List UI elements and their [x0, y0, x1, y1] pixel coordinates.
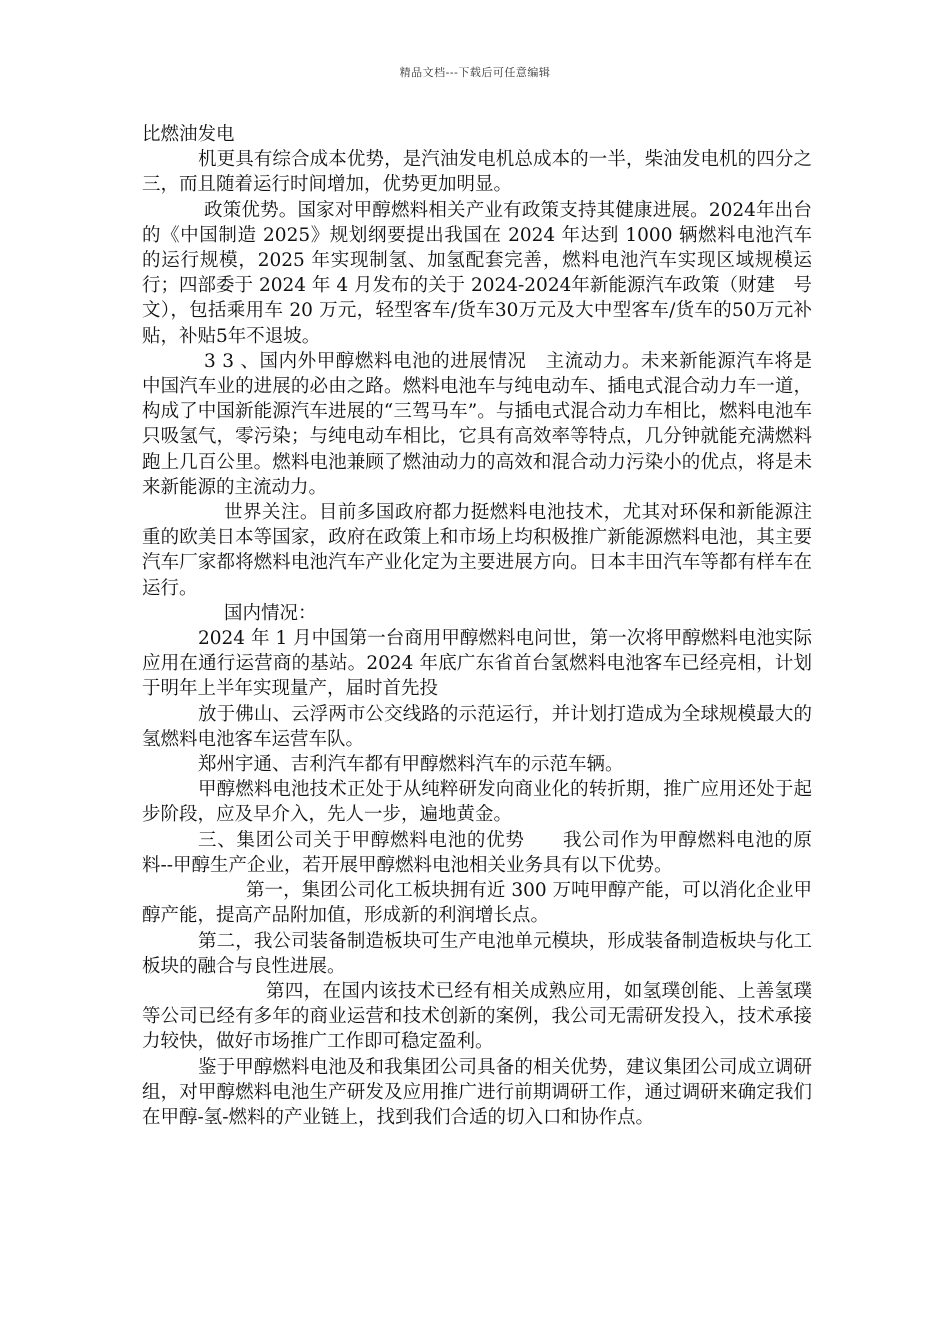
paragraph: 鉴于甲醇燃料电池及和我集团公司具备的相关优势，建议集团公司成立调研组，对甲醇燃料电池生产研发及应用推广进行前期调研工作，通过调研来确定我们在甲醇-氢-燃料的产业链上，找到我们合适的切入口和协作点。	[142, 1056, 812, 1128]
paragraph: 世界关注。目前多国政府都力挺燃料电池技术，尤其对环保和新能源注重的欧美日本等国家，政府在政策上和市场上均积极推广新能源燃料电池，其主要汽车厂家都将燃料电池汽车产业化定为主要进展方向。日本丰田汽车等都有样车在运行。	[142, 502, 812, 599]
paragraph: 比燃油发电	[142, 124, 235, 145]
paragraph: 3 3 、国内外甲醇燃料电池的进展情况 主流动力。未来新能源汽车将是中国汽车业的进展的必由之路。燃料电池车与纯电动车、插电式混合动力车一道，构成了中国新能源汽车进展的“三驾马车”。与插电式混合动力车相比，燃料电池车只吸氢气，零污染；与纯电动车相比，它具有高效率等特点，几分钟就能充满燃料跑上几百公里。燃料电池兼顾了燃油动力的高效和混合动力污染小的优点，将是未来新能源的主流动力。	[142, 350, 812, 498]
paragraph: 第一，集团公司化工板块拥有近 300 万吨甲醇产能，可以消化企业甲醇产能，提高产品附加值，形成新的利润增长点。	[142, 880, 812, 927]
paragraph: 政策优势。国家对甲醇燃料相关产业有政策支持其健康进展。2024年出台的《中国制造 2025》规划纲要提出我国在 2024 年达到 1000 辆燃料电池汽车的运行规模，2025 年实现制氢、加氢配套完善，燃料电池汽车实现区域规模运行；四部委于 2024 年 4 月发布的关于 2024-2024年新能源汽车政策（财建 号文），包括乘用车 20 万元，轻型客车/货车30万元及大中型客车/货车的50万元补贴，补贴5年不退坡。	[142, 199, 812, 347]
document-body	[142, 122, 812, 1130]
paragraph: 放于佛山、云浮两市公交线路的示范运行，并计划打造成为全球规模最大的氢燃料电池客车运营车队。	[142, 703, 812, 750]
paragraph: 2024 年 1 月中国第一台商用甲醇燃料电问世，第一次将甲醇燃料电池实际应用在通行运营商的基站。2024 年底广东省首台氢燃料电池客车已经亮相，计划于明年上半年实现量产，届时首先投	[142, 628, 812, 700]
paragraph: 三、集团公司关于甲醇燃料电池的优势 我公司作为甲醇燃料电池的原料--甲醇生产企业，若开展甲醇燃料电池相关业务具有以下优势。	[142, 829, 812, 876]
paragraph: 第二，我公司装备制造板块可生产电池单元模块，形成装备制造板块与化工板块的融合与良性进展。	[142, 930, 812, 977]
paragraph: 甲醇燃料电池技术正处于从纯粹研发向商业化的转折期，推广应用还处于起步阶段，应及早介入，先人一步，遍地黄金。	[142, 779, 812, 826]
paragraph: 郑州宇通、吉利汽车都有甲醇燃料汽车的示范车辆。	[198, 754, 624, 776]
paragraph: 第四，在国内该技术已经有相关成熟应用，如氢璞创能、上善氢璞等公司已经有多年的商业运营和技术创新的案例，我公司无需研发投入，技术承接力较快，做好市场推广工作即可稳定盈利。	[142, 980, 812, 1053]
paragraph: 机更具有综合成本优势，是汽油发电机总成本的一半，柴油发电机的四分之三，而且随着运行时间增加，优势更加明显。	[142, 149, 812, 196]
page-header: 精品文档---下载后可任意编辑	[399, 66, 551, 79]
paragraph: 国内情况：	[224, 602, 317, 624]
